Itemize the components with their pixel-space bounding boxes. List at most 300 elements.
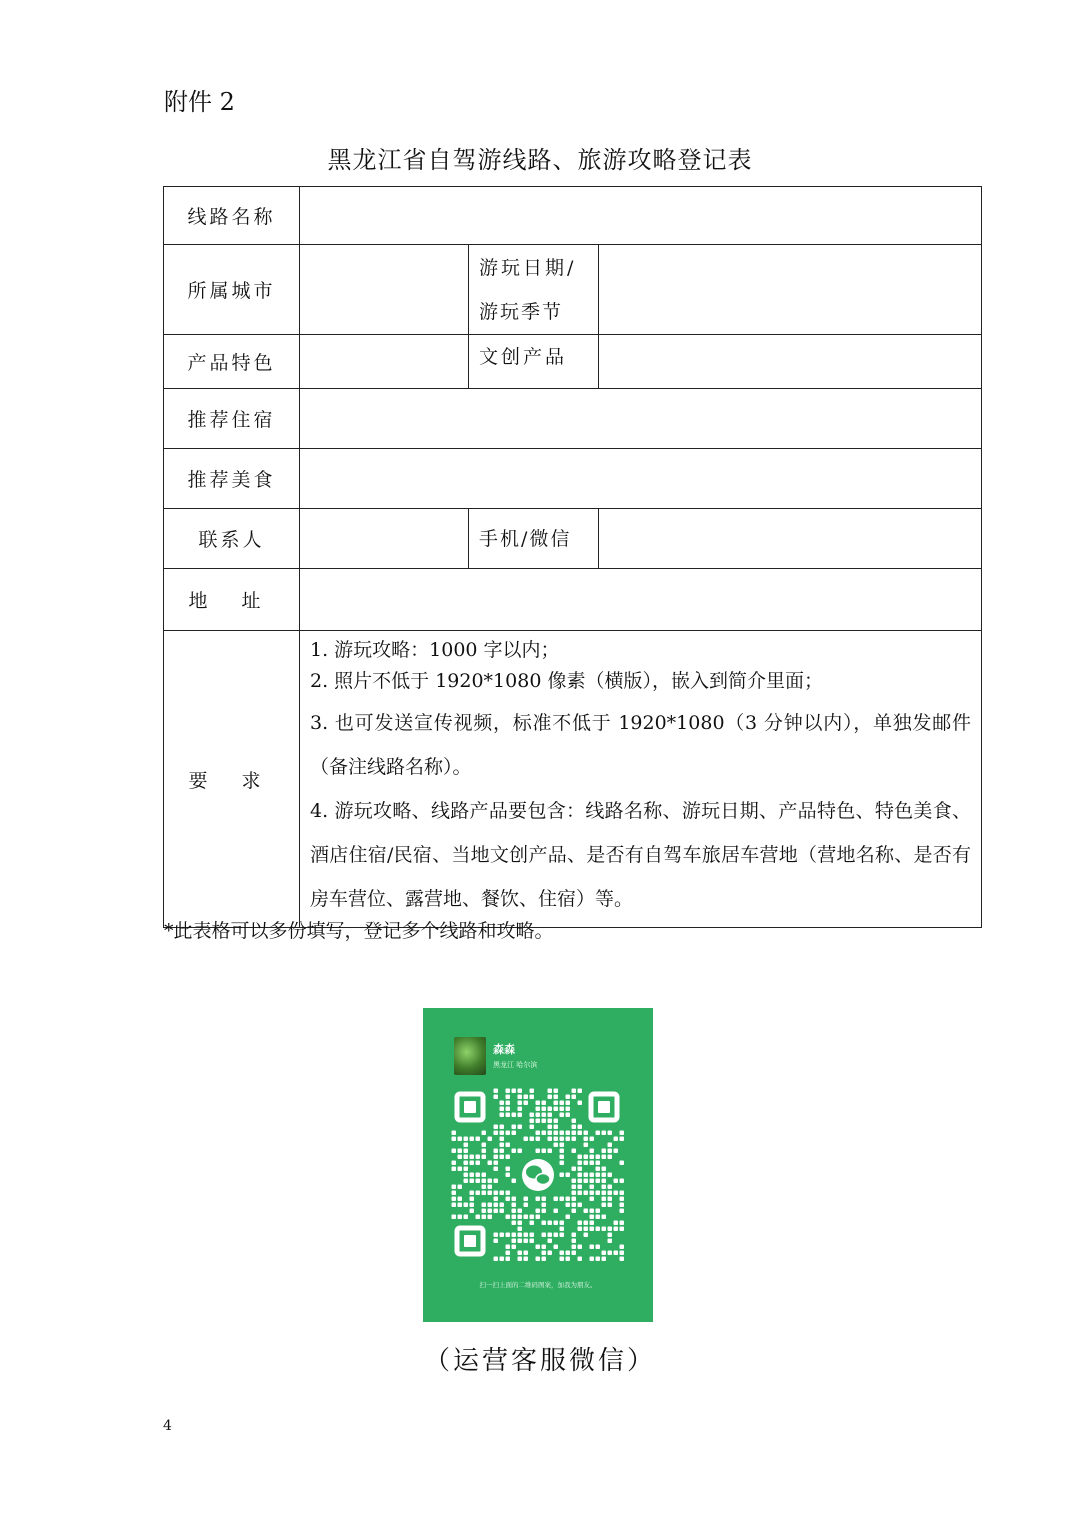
qr-module [548,1095,553,1100]
qr-module [572,1233,577,1238]
qr-module [542,1209,547,1214]
qr-module [500,1107,505,1112]
qr-module [506,1113,511,1118]
label-recommended-lodging: 推荐住宿 [164,389,300,449]
qr-module [548,1089,553,1094]
qr-module [590,1245,595,1250]
qr-module [542,1197,547,1202]
qr-module [620,1191,625,1196]
qr-module [584,1227,589,1232]
qr-module [572,1239,577,1244]
page-number: 4 [163,1418,172,1434]
qr-module [584,1137,589,1142]
qr-module [452,1137,457,1142]
qr-module [500,1113,505,1118]
field-recommended-lodging[interactable] [300,389,982,449]
qr-module [578,1089,583,1094]
qr-module [608,1185,613,1190]
qr-module [560,1131,565,1136]
field-address[interactable] [300,569,982,631]
qr-module [494,1203,499,1208]
qr-module [578,1167,583,1172]
qr-module [620,1257,625,1262]
qr-module [602,1191,607,1196]
qr-module [620,1245,625,1250]
requirement-item: 4. 游玩攻略、线路产品要包含：线路名称、游玩日期、产品特色、特色美食、酒店住宿/民宿、当地文创产品、是否有自驾车旅居车营地（营地名称、是否有房车营位、露营地、餐饮、住宿）等。 [310,800,972,910]
field-route-name[interactable] [300,187,982,245]
qr-module [596,1257,601,1262]
qr-module [596,1167,601,1172]
qr-module [518,1089,523,1094]
label-city: 所属城市 [164,245,300,335]
label-route-name: 线路名称 [164,187,300,245]
qr-module [452,1167,457,1172]
qr-module [620,1161,625,1166]
qr-module [512,1149,517,1154]
qr-module [554,1125,559,1130]
qr-module [578,1257,583,1262]
qr-module [572,1251,577,1256]
qr-module [452,1191,457,1196]
qr-module [554,1209,559,1214]
qr-module [500,1155,505,1160]
qr-module [488,1137,493,1142]
qr-module [608,1149,613,1154]
requirement-item: 1. 游玩攻略：1000 字以内； [310,639,560,661]
qr-module [500,1191,505,1196]
qr-module [590,1185,595,1190]
qr-module [560,1143,565,1148]
qr-module [518,1125,523,1130]
qr-module [596,1245,601,1250]
qr-module [566,1107,571,1112]
qr-module [554,1245,559,1250]
field-recommended-food[interactable] [300,449,982,509]
qr-module [500,1233,505,1238]
qr-module [452,1215,457,1220]
field-city[interactable] [300,245,469,335]
qr-module [470,1161,475,1166]
qr-module [560,1221,565,1226]
qr-module [452,1131,457,1136]
qr-module [596,1209,601,1214]
qr-module [470,1137,475,1142]
qr-module [542,1257,547,1262]
qr-module [530,1089,535,1094]
qr-module [566,1203,571,1208]
qr-module [512,1179,517,1184]
qr-module [452,1185,457,1190]
qr-module [470,1173,475,1178]
qr-module [572,1197,577,1202]
qr-module [500,1131,505,1136]
qr-module [608,1173,613,1178]
qr-module [464,1149,469,1154]
qr-module [512,1233,517,1238]
qr-caption: （运营客服微信） [423,1346,656,1376]
qr-module [614,1149,619,1154]
qr-module [608,1203,613,1208]
qr-module [512,1131,517,1136]
qr-module [620,1197,625,1202]
qr-module [548,1251,553,1256]
qr-module [524,1095,529,1100]
qr-module [530,1215,535,1220]
qr-module [620,1251,625,1256]
qr-module [548,1137,553,1142]
qr-module [524,1239,529,1244]
qr-module [608,1191,613,1196]
label-play-date-line1: 游玩日期/ [479,256,577,279]
qr-module [572,1167,577,1172]
qr-module [572,1185,577,1190]
qr-module [566,1215,571,1220]
qr-module [500,1149,505,1154]
qr-code[interactable] [451,1088,625,1262]
qr-module [566,1197,571,1202]
qr-module [602,1167,607,1172]
requirement-item: 2. 照片不低于 1920*1080 像素（横版），嵌入到简介里面； [310,670,823,692]
qr-module [566,1101,571,1106]
qr-module [494,1095,499,1100]
qr-module [572,1191,577,1196]
qr-module [542,1221,547,1226]
qr-module [620,1137,625,1142]
qr-module [536,1209,541,1214]
qr-module [542,1203,547,1208]
qr-module [518,1101,523,1106]
qr-module [602,1197,607,1202]
qr-module [578,1185,583,1190]
qr-module [494,1167,499,1172]
qr-module [602,1203,607,1208]
qr-module [458,1149,463,1154]
qr-module [452,1203,457,1208]
qr-module [566,1173,571,1178]
qr-module [464,1137,469,1142]
qr-module [560,1227,565,1232]
qr-module [506,1251,511,1256]
qr-module [620,1221,625,1226]
qr-module [458,1167,463,1172]
qr-module [590,1257,595,1262]
qr-module [500,1101,505,1106]
qr-module [548,1221,553,1226]
qr-module [494,1179,499,1184]
qr-module [500,1125,505,1130]
qr-module [584,1191,589,1196]
label-recommended-food: 推荐美食 [164,449,300,509]
qr-module [554,1101,559,1106]
qr-module [560,1233,565,1238]
qr-module [566,1257,571,1262]
qr-module [506,1191,511,1196]
qr-module [518,1107,523,1112]
qr-module [566,1251,571,1256]
qr-module [518,1209,523,1214]
requirements-content [300,631,982,928]
qr-module [464,1203,469,1208]
qr-module [614,1251,619,1256]
qr-module [500,1257,505,1262]
qr-module [464,1179,469,1184]
qr-module [482,1191,487,1196]
qr-module [512,1125,517,1130]
field-play-date[interactable] [599,245,982,335]
qr-module [554,1143,559,1148]
qr-module [524,1197,529,1202]
qr-module [560,1257,565,1262]
qr-module [482,1203,487,1208]
qr-module [542,1149,547,1154]
qr-module [602,1185,607,1190]
qr-module [590,1191,595,1196]
qr-module [590,1161,595,1166]
qr-module [566,1131,571,1136]
qr-module [506,1155,511,1160]
qr-module [518,1227,523,1232]
qr-module [494,1257,499,1262]
qr-module [536,1101,541,1106]
qr-module [470,1203,475,1208]
qr-module [572,1203,577,1208]
qr-module [578,1101,583,1106]
qr-module [602,1131,607,1136]
qr-module [614,1191,619,1196]
qr-module [482,1215,487,1220]
qr-module [590,1149,595,1154]
qr-module [536,1245,541,1250]
qr-module [506,1173,511,1178]
field-creative-products[interactable] [599,335,982,389]
qr-module [596,1131,601,1136]
qr-module [524,1233,529,1238]
qr-module [578,1179,583,1184]
qr-module [452,1149,457,1154]
qr-module [584,1173,589,1178]
qr-module [542,1107,547,1112]
field-product-features[interactable] [300,335,469,389]
qr-module [512,1245,517,1250]
qr-module [506,1197,511,1202]
qr-module [518,1233,523,1238]
label-contact: 联系人 [164,509,300,569]
qr-module [464,1215,469,1220]
qr-module [518,1239,523,1244]
qr-module [620,1131,625,1136]
qr-module [494,1161,499,1166]
qr-module [554,1221,559,1226]
qr-module [572,1209,577,1214]
qr-module [518,1149,523,1154]
qr-module [512,1221,517,1226]
label-play-date-line2: 游玩季节 [479,300,564,323]
qr-module [476,1137,481,1142]
label-address: 地 址 [164,569,300,631]
qr-module [602,1257,607,1262]
qr-module [482,1143,487,1148]
qr-module [572,1149,577,1154]
field-contact[interactable] [300,509,469,569]
qr-module [596,1173,601,1178]
qr-module [488,1185,493,1190]
qr-module [470,1155,475,1160]
qr-module [488,1161,493,1166]
wechat-logo-icon [522,1159,554,1191]
qr-module [476,1179,481,1184]
qr-module [584,1209,589,1214]
qr-module [506,1143,511,1148]
qr-module [506,1107,511,1112]
qr-module [578,1131,583,1136]
qr-module [602,1155,607,1160]
qr-module [608,1155,613,1160]
qr-module [578,1191,583,1196]
qr-module [530,1119,535,1124]
qr-module [518,1095,523,1100]
qr-module [590,1227,595,1232]
qr-module [548,1119,553,1124]
qr-module [554,1095,559,1100]
qr-module [470,1179,475,1184]
qr-module [542,1245,547,1250]
qr-module [506,1101,511,1106]
qr-module [494,1089,499,1094]
registration-form-table [163,186,982,928]
qr-module [554,1089,559,1094]
qr-module [536,1215,541,1220]
qr-module [512,1239,517,1244]
qr-module [596,1191,601,1196]
qr-module [596,1161,601,1166]
qr-module [476,1173,481,1178]
form-title: 黑龙江省自驾游线路、旅游攻略登记表 [327,146,753,174]
qr-module [452,1197,457,1202]
qr-module [578,1173,583,1178]
qr-module [560,1197,565,1202]
qr-module [536,1131,541,1136]
qr-module [602,1173,607,1178]
qr-module [530,1239,535,1244]
qr-module [494,1209,499,1214]
qr-module [620,1227,625,1232]
qr-module [572,1095,577,1100]
attachment-label: 附件 2 [164,88,235,116]
qr-module [548,1131,553,1136]
qr-module [524,1137,529,1142]
qr-module [530,1125,535,1130]
qr-module [590,1215,595,1220]
qr-module [578,1155,583,1160]
qr-module [608,1143,613,1148]
qr-module [560,1149,565,1154]
qr-module [524,1215,529,1220]
qr-module [482,1131,487,1136]
qr-module [578,1161,583,1166]
qr-module [614,1179,619,1184]
qr-module [506,1095,511,1100]
field-phone-wechat[interactable] [599,509,982,569]
qr-module [482,1149,487,1154]
qr-module [506,1215,511,1220]
qr-module [494,1131,499,1136]
qr-module [530,1233,535,1238]
qr-module [554,1131,559,1136]
qr-module [458,1197,463,1202]
qr-module [500,1209,505,1214]
qr-module [488,1215,493,1220]
qr-module [566,1137,571,1142]
qr-module [596,1215,601,1220]
qr-module [620,1203,625,1208]
qr-module [464,1155,469,1160]
qr-module [590,1155,595,1160]
qr-module [488,1209,493,1214]
qr-module [512,1203,517,1208]
qr-module [458,1215,463,1220]
qr-module [500,1143,505,1148]
qr-module [578,1125,583,1130]
qr-module [470,1197,475,1202]
qr-module [608,1131,613,1136]
qr-module [608,1233,613,1238]
qr-module [608,1227,613,1232]
qr-module [578,1245,583,1250]
qr-module [506,1089,511,1094]
qr-module [470,1209,475,1214]
qr-module [494,1197,499,1202]
qr-module [620,1179,625,1184]
qr-account-location: 黑龙江 哈尔滨 [493,1061,538,1069]
qr-module [476,1191,481,1196]
qr-module [572,1119,577,1124]
qr-module [512,1209,517,1214]
qr-module [560,1101,565,1106]
qr-module [506,1257,511,1262]
qr-module [584,1131,589,1136]
qr-module [554,1233,559,1238]
qr-module [536,1137,541,1142]
qr-module [554,1107,559,1112]
qr-module [584,1233,589,1238]
qr-module [452,1161,457,1166]
qr-module [500,1137,505,1142]
qr-module [518,1251,523,1256]
qr-module [458,1203,463,1208]
qr-module [602,1215,607,1220]
qr-module [482,1185,487,1190]
qr-module [536,1149,541,1154]
qr-module [602,1227,607,1232]
qr-module [572,1137,577,1142]
qr-module [476,1161,481,1166]
form-note: *此表格可以多份填写，登记多个线路和攻略。 [164,920,554,942]
qr-module [560,1113,565,1118]
qr-module [578,1221,583,1226]
qr-module [476,1215,481,1220]
label-product-features: 产品特色 [164,335,300,389]
qr-module [458,1137,463,1142]
qr-module [512,1113,517,1118]
qr-module [608,1239,613,1244]
qr-module [572,1131,577,1136]
qr-module [530,1095,535,1100]
qr-module [614,1227,619,1232]
qr-module [566,1113,571,1118]
qr-module [518,1221,523,1226]
qr-module [458,1155,463,1160]
qr-module [518,1257,523,1262]
